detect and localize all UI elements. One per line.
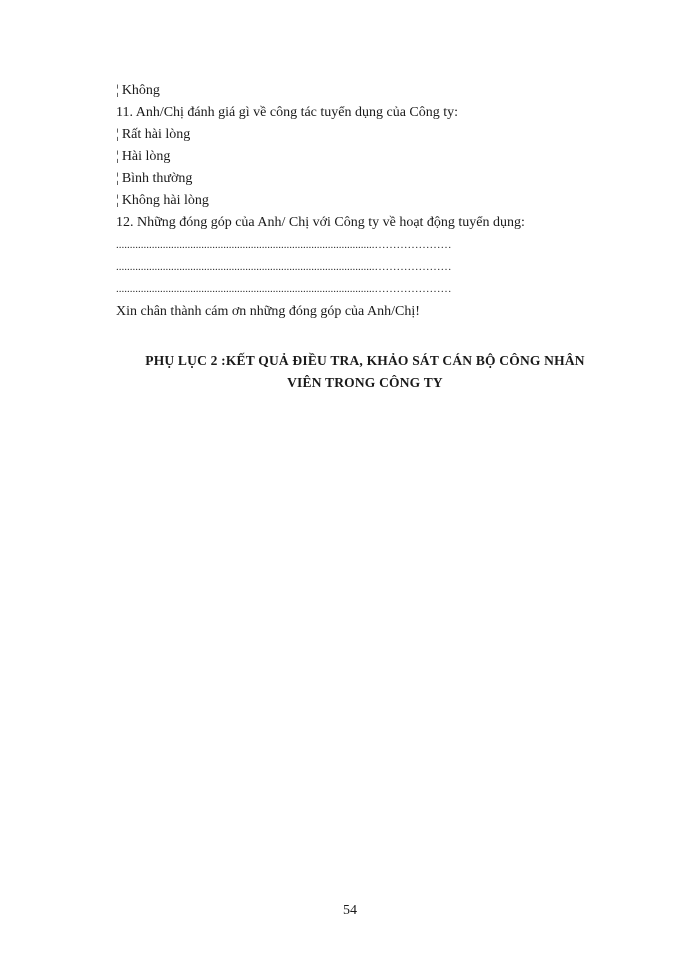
answer-line-3: ..............................................................................................…………………	[116, 283, 452, 295]
appendix-title-line-2: VIÊN TRONG CÔNG TY	[287, 375, 443, 390]
checkbox-mark: ¦	[116, 83, 119, 98]
option-label: Bình thường	[121, 171, 193, 186]
appendix-heading	[100, 350, 630, 394]
appendix-title-line-1: PHỤ LỤC 2 :KẾT QUẢ ĐIỀU TRA, KHẢO SÁT CÁN BỘ CÔNG NHÂN	[145, 353, 585, 368]
checkbox-mark: ¦	[116, 193, 119, 208]
page-number: 54	[343, 903, 357, 918]
q11-option-3	[116, 168, 616, 190]
checkbox-mark: ¦	[116, 149, 119, 164]
checkbox-mark: ¦	[116, 127, 119, 142]
question-11: 11. Anh/Chị đánh giá gì về công tác tuyển dụng của Công ty:	[116, 105, 459, 120]
q11-option-1	[116, 124, 616, 146]
option-label: Rất hài lòng	[121, 127, 191, 142]
option-label: Không hài lòng	[121, 193, 209, 208]
option-label: Không	[121, 83, 160, 98]
q11-option-2	[116, 146, 616, 168]
q11-option-4	[116, 190, 616, 212]
question-12: 12. Những đóng góp của Anh/ Chị với Công ty về hoạt động tuyển dụng:	[116, 215, 525, 230]
survey-section	[116, 80, 616, 323]
checkbox-mark: ¦	[116, 171, 119, 186]
option-label: Hài lòng	[121, 149, 171, 164]
answer-line-2: ..............................................................................................…………………	[116, 261, 452, 273]
answer-line-1: ..............................................................................................…………………	[116, 239, 452, 251]
option-prev	[116, 80, 616, 102]
thanks-text: Xin chân thành cám ơn những đóng góp của Anh/Chị!	[116, 304, 420, 319]
